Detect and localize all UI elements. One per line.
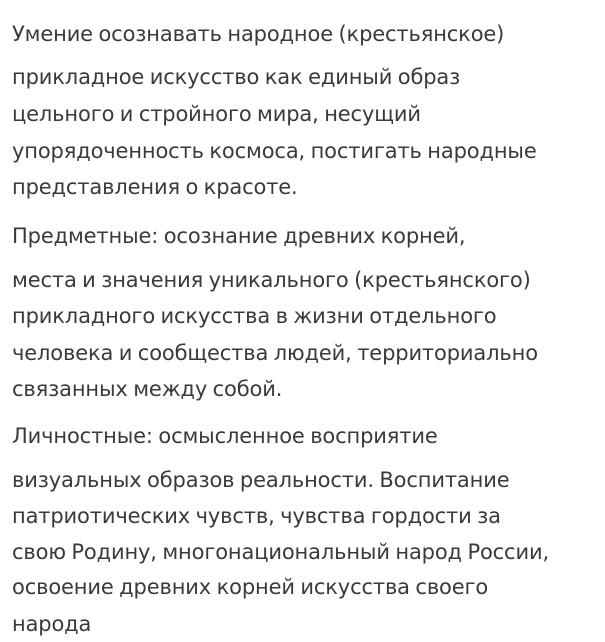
text-line: места и значения уникального (крестьянского) <box>12 268 531 292</box>
text-line: упорядоченность космоса, постигать народные <box>12 139 537 163</box>
text-line: прикладного искусства в жизни отдельного <box>12 304 497 328</box>
text-line: визуальных образов реальности. Воспитание <box>12 468 510 492</box>
text-line: человека и сообщества людей, территориально <box>12 341 538 365</box>
text-line: представления о красоте. <box>12 175 298 199</box>
text-line: народа <box>12 612 92 636</box>
text-line: Личностные: осмысленное восприятие <box>12 424 438 448</box>
text-line: Предметные: осознание древних корней, <box>12 224 466 248</box>
text-line: цельного и стройного мира, несущий <box>12 102 421 126</box>
text-line: прикладное искусство как единый образ <box>12 65 461 89</box>
text-line: Умение осознавать народное (крестьянское) <box>12 22 505 46</box>
text-line: освоение древних корней искусства своего <box>12 575 489 599</box>
text-line: свою Родину, многонациональный народ России, <box>12 540 549 564</box>
text-line: патриотических чувств, чувства гордости за <box>12 504 501 528</box>
text-line: связанных между собой. <box>12 377 283 401</box>
